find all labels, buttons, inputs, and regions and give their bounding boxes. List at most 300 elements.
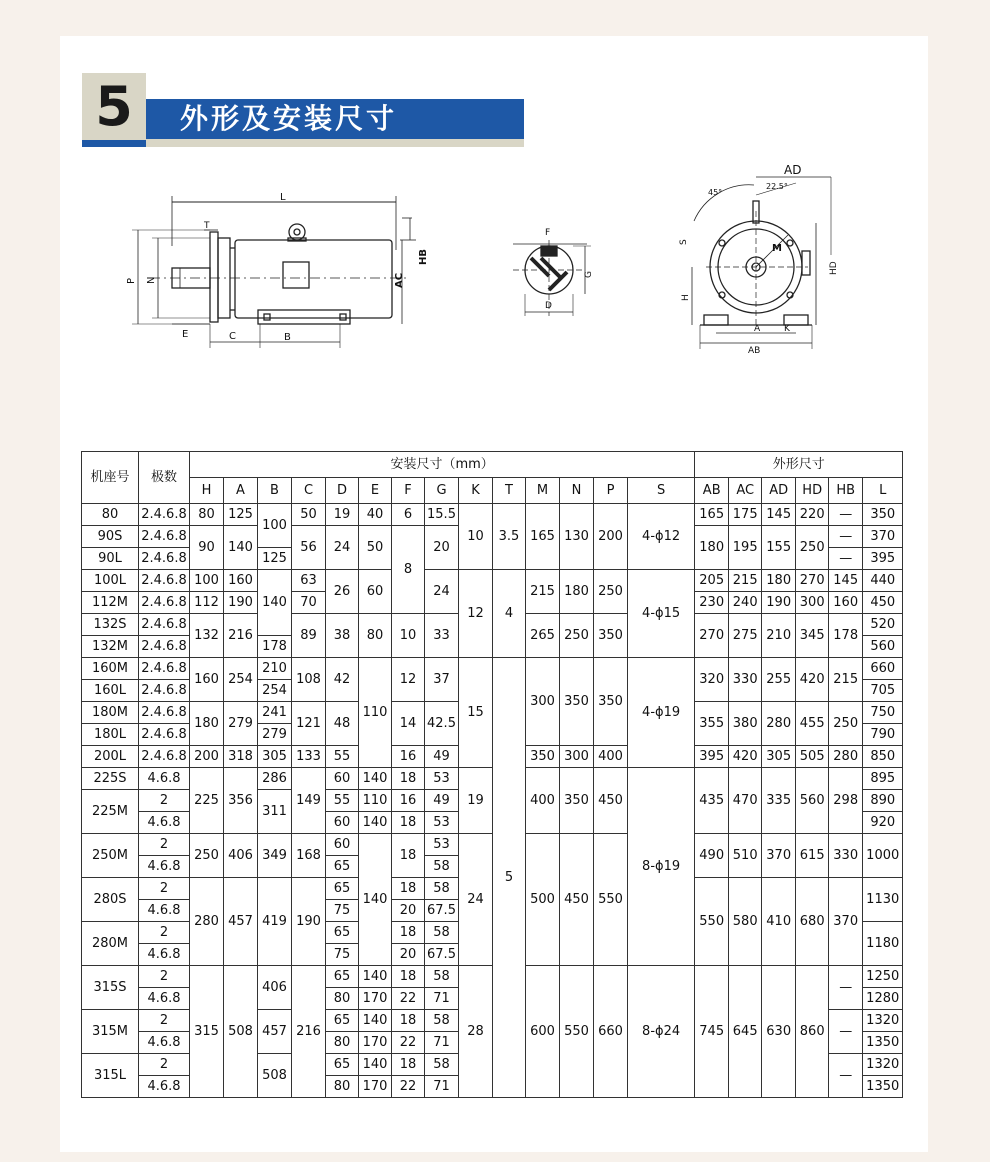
cell-c: 133 [292, 746, 326, 768]
header-outline-dimensions: 外形尺寸 [695, 452, 903, 478]
shaft-label-D: D [545, 301, 552, 311]
cell-poles: 4.6.8 [139, 856, 190, 878]
cell-hd: 300 [796, 592, 829, 614]
cell-g: 71 [425, 988, 459, 1010]
end-label-AD: AD [784, 163, 802, 177]
cell-e: 170 [359, 1076, 392, 1098]
end-label-S: S [679, 239, 689, 245]
cell-g: 58 [425, 856, 459, 878]
cell-hb: 280 [829, 746, 863, 768]
cell-l: 750 [863, 702, 903, 724]
cell-ad: 410 [762, 878, 796, 966]
cell-h: 80 [190, 504, 224, 526]
cell-f: 18 [392, 1054, 425, 1076]
cell-ad: 280 [762, 702, 796, 746]
cell-f: 22 [392, 1076, 425, 1098]
table-row [82, 504, 903, 526]
cell-t: 3.5 [493, 504, 526, 570]
cell-k: 15 [459, 658, 493, 768]
cell-l: 1000 [863, 834, 903, 878]
column-header-g: G [425, 478, 459, 504]
cell-d: 65 [326, 1054, 359, 1076]
cell-f: 18 [392, 1010, 425, 1032]
table-row [82, 834, 903, 856]
column-header-ad: AD [762, 478, 796, 504]
cell-ad: 630 [762, 966, 796, 1098]
cell-hd: 455 [796, 702, 829, 746]
cell-f: 8 [392, 526, 425, 614]
cell-b: 508 [258, 1054, 292, 1098]
cell-hb: 250 [829, 702, 863, 746]
cell-e: 40 [359, 504, 392, 526]
cell-t: 5 [493, 658, 526, 1098]
cell-h: 180 [190, 702, 224, 746]
cell-ab: 745 [695, 966, 729, 1098]
cell-poles: 2 [139, 790, 190, 812]
cell-ad: 180 [762, 570, 796, 592]
column-header-h: H [190, 478, 224, 504]
cell-g: 53 [425, 834, 459, 856]
table-row [82, 570, 903, 592]
cell-e: 170 [359, 988, 392, 1010]
section-number: 5 [82, 73, 146, 147]
cell-l: 520 [863, 614, 903, 636]
cell-a: 457 [224, 878, 258, 966]
cell-hb: — [829, 526, 863, 548]
section-title: 外形及安装尺寸 [146, 99, 524, 139]
cell-e: 110 [359, 790, 392, 812]
cell-b: 140 [258, 570, 292, 636]
cell-e: 140 [359, 1010, 392, 1032]
cell-frame: 225S [82, 768, 139, 790]
cell-g: 67.5 [425, 900, 459, 922]
cell-l: 890 [863, 790, 903, 812]
cell-hd: 250 [796, 526, 829, 570]
cell-c: 149 [292, 768, 326, 834]
cell-poles: 2.4.6.8 [139, 724, 190, 746]
cell-b: 406 [258, 966, 292, 1010]
cell-a: 216 [224, 614, 258, 658]
cell-d: 80 [326, 988, 359, 1010]
cell-b: 279 [258, 724, 292, 746]
cell-ab: 435 [695, 768, 729, 834]
cell-hb: 160 [829, 592, 863, 614]
cell-l: 1130 [863, 878, 903, 922]
cell-f: 16 [392, 746, 425, 768]
cell-ad: 335 [762, 768, 796, 834]
cell-poles: 2 [139, 878, 190, 900]
cell-l: 560 [863, 636, 903, 658]
cell-hb: 330 [829, 834, 863, 878]
cell-hd: 615 [796, 834, 829, 878]
cell-h: 100 [190, 570, 224, 592]
cell-d: 60 [326, 768, 359, 790]
cell-a: 318 [224, 746, 258, 768]
cell-poles: 2.4.6.8 [139, 658, 190, 680]
cell-k: 10 [459, 504, 493, 570]
cell-m: 500 [526, 834, 560, 966]
cell-d: 80 [326, 1032, 359, 1054]
cell-b: 457 [258, 1010, 292, 1054]
cell-l: 660 [863, 658, 903, 680]
column-header-b: B [258, 478, 292, 504]
table-row [82, 768, 903, 790]
column-header-e: E [359, 478, 392, 504]
cell-p: 350 [594, 614, 628, 658]
cell-d: 65 [326, 856, 359, 878]
side-view-drawing [120, 190, 440, 355]
cell-ac: 275 [729, 614, 762, 658]
cell-g: 49 [425, 746, 459, 768]
cell-b: 349 [258, 834, 292, 878]
cell-e: 140 [359, 768, 392, 790]
cell-hb: 178 [829, 614, 863, 658]
cell-frame: 112M [82, 592, 139, 614]
cell-frame: 180L [82, 724, 139, 746]
cell-frame: 160L [82, 680, 139, 702]
cell-c: 50 [292, 504, 326, 526]
cell-poles: 2 [139, 834, 190, 856]
cell-b: 178 [258, 636, 292, 658]
side-label-T: T [204, 221, 210, 231]
cell-l: 440 [863, 570, 903, 592]
cell-s: 8-ϕ19 [628, 768, 695, 966]
cell-poles: 2.4.6.8 [139, 746, 190, 768]
cell-hd: 860 [796, 966, 829, 1098]
cell-frame: 200L [82, 746, 139, 768]
cell-poles: 4.6.8 [139, 768, 190, 790]
cell-a: 406 [224, 834, 258, 878]
cell-k: 24 [459, 834, 493, 966]
cell-frame: 250M [82, 834, 139, 878]
cell-l: 1350 [863, 1076, 903, 1098]
cell-f: 20 [392, 944, 425, 966]
cell-h: 315 [190, 966, 224, 1098]
cell-b: 100 [258, 504, 292, 548]
column-header-hd: HD [796, 478, 829, 504]
cell-g: 58 [425, 1054, 459, 1076]
end-label-45deg: 45° [708, 188, 723, 197]
cell-hd: 680 [796, 878, 829, 966]
section-title-rule [146, 139, 524, 147]
header-poles: 极数 [139, 452, 190, 504]
cell-f: 18 [392, 878, 425, 900]
cell-p: 400 [594, 746, 628, 768]
cell-d: 65 [326, 1010, 359, 1032]
cell-ab: 230 [695, 592, 729, 614]
cell-f: 6 [392, 504, 425, 526]
column-header-t: T [493, 478, 526, 504]
cell-a: 356 [224, 768, 258, 834]
cell-t: 4 [493, 570, 526, 658]
column-header-s: S [628, 478, 695, 504]
cell-l: 705 [863, 680, 903, 702]
cell-g: 49 [425, 790, 459, 812]
cell-p: 660 [594, 966, 628, 1098]
cell-frame: 90L [82, 548, 139, 570]
cell-l: 895 [863, 768, 903, 790]
cell-b: 311 [258, 790, 292, 834]
cell-b: 254 [258, 680, 292, 702]
cell-poles: 2.4.6.8 [139, 548, 190, 570]
column-header-k: K [459, 478, 493, 504]
end-label-AB: AB [748, 346, 761, 356]
cell-ac: 420 [729, 746, 762, 768]
cell-d: 75 [326, 900, 359, 922]
cell-hb: 215 [829, 658, 863, 702]
cell-s: 4-ϕ12 [628, 504, 695, 570]
cell-b: 210 [258, 658, 292, 680]
cell-poles: 4.6.8 [139, 1076, 190, 1098]
cell-h: 250 [190, 834, 224, 878]
cell-f: 18 [392, 768, 425, 790]
cell-m: 265 [526, 614, 560, 658]
cell-g: 53 [425, 768, 459, 790]
cell-poles: 4.6.8 [139, 900, 190, 922]
cell-poles: 2.4.6.8 [139, 614, 190, 636]
cell-ac: 380 [729, 702, 762, 746]
cell-c: 216 [292, 966, 326, 1098]
cell-ad: 210 [762, 614, 796, 658]
cell-m: 300 [526, 658, 560, 746]
cell-frame: 100L [82, 570, 139, 592]
cell-poles: 2 [139, 922, 190, 944]
cell-ab: 165 [695, 504, 729, 526]
column-header-ac: AC [729, 478, 762, 504]
column-header-hb: HB [829, 478, 863, 504]
cell-l: 920 [863, 812, 903, 834]
cell-ac: 195 [729, 526, 762, 570]
cell-frame: 90S [82, 526, 139, 548]
cell-g: 33 [425, 614, 459, 658]
table-row [82, 658, 903, 680]
cell-k: 28 [459, 966, 493, 1098]
cell-n: 250 [560, 614, 594, 658]
cell-s: 4-ϕ15 [628, 570, 695, 658]
cell-hd: 345 [796, 614, 829, 658]
side-label-HB: HB [418, 249, 429, 265]
cell-l: 1180 [863, 922, 903, 966]
cell-poles: 4.6.8 [139, 944, 190, 966]
cell-h: 225 [190, 768, 224, 834]
end-label-M: M [772, 243, 782, 254]
side-label-C: C [229, 331, 236, 342]
cell-d: 65 [326, 878, 359, 900]
column-header-d: D [326, 478, 359, 504]
cell-l: 1320 [863, 1054, 903, 1076]
cell-poles: 2 [139, 966, 190, 988]
column-header-p: P [594, 478, 628, 504]
column-header-row [82, 478, 903, 504]
cell-m: 165 [526, 504, 560, 570]
cell-c: 121 [292, 702, 326, 746]
cell-e: 140 [359, 1054, 392, 1076]
cell-a: 279 [224, 702, 258, 746]
cell-poles: 4.6.8 [139, 812, 190, 834]
cell-c: 70 [292, 592, 326, 614]
cell-n: 180 [560, 570, 594, 614]
cell-ac: 645 [729, 966, 762, 1098]
cell-l: 350 [863, 504, 903, 526]
end-view-drawing [676, 155, 866, 365]
cell-e: 140 [359, 966, 392, 988]
shaft-label-G: G [584, 271, 594, 278]
cell-g: 58 [425, 966, 459, 988]
cell-c: 63 [292, 570, 326, 592]
cell-hd: 560 [796, 768, 829, 834]
cell-ad: 145 [762, 504, 796, 526]
cell-f: 18 [392, 834, 425, 878]
cell-g: 42.5 [425, 702, 459, 746]
cell-frame: 160M [82, 658, 139, 680]
cell-ad: 155 [762, 526, 796, 570]
cell-g: 24 [425, 570, 459, 614]
cell-f: 18 [392, 966, 425, 988]
cell-n: 550 [560, 966, 594, 1098]
cell-s: 8-ϕ24 [628, 966, 695, 1098]
column-header-f: F [392, 478, 425, 504]
cell-n: 130 [560, 504, 594, 570]
cell-poles: 2.4.6.8 [139, 570, 190, 592]
cell-a: 508 [224, 966, 258, 1098]
cell-g: 58 [425, 1010, 459, 1032]
cell-l: 790 [863, 724, 903, 746]
cell-b: 286 [258, 768, 292, 790]
cell-poles: 2.4.6.8 [139, 504, 190, 526]
cell-e: 60 [359, 570, 392, 614]
cell-m: 600 [526, 966, 560, 1098]
cell-ad: 305 [762, 746, 796, 768]
cell-h: 90 [190, 526, 224, 570]
cell-poles: 2.4.6.8 [139, 592, 190, 614]
cell-f: 20 [392, 900, 425, 922]
cell-g: 53 [425, 812, 459, 834]
cell-f: 22 [392, 988, 425, 1010]
cell-c: 190 [292, 878, 326, 966]
cell-n: 350 [560, 768, 594, 834]
end-label-A: A [754, 324, 761, 334]
cell-d: 24 [326, 526, 359, 570]
end-label-K: K [784, 324, 790, 334]
cell-d: 65 [326, 966, 359, 988]
cell-l: 395 [863, 548, 903, 570]
cell-ad: 190 [762, 592, 796, 614]
cell-d: 60 [326, 834, 359, 856]
cell-m: 215 [526, 570, 560, 614]
cell-poles: 2.4.6.8 [139, 680, 190, 702]
cell-l: 370 [863, 526, 903, 548]
cell-f: 10 [392, 614, 425, 658]
cell-hb: 370 [829, 878, 863, 966]
cell-l: 450 [863, 592, 903, 614]
cell-c: 56 [292, 526, 326, 570]
cell-c: 108 [292, 658, 326, 702]
cell-ac: 215 [729, 570, 762, 592]
cell-hb: 145 [829, 570, 863, 592]
cell-g: 67.5 [425, 944, 459, 966]
end-label-H: H [681, 294, 691, 301]
cell-d: 26 [326, 570, 359, 614]
cell-f: 12 [392, 658, 425, 702]
cell-f: 22 [392, 1032, 425, 1054]
cell-m: 350 [526, 746, 560, 768]
cell-g: 71 [425, 1076, 459, 1098]
cell-poles: 2 [139, 1010, 190, 1032]
cell-b: 419 [258, 878, 292, 966]
cell-ab: 180 [695, 526, 729, 570]
header-install-dimensions: 安装尺寸（mm） [190, 452, 695, 478]
cell-a: 190 [224, 592, 258, 614]
cell-f: 16 [392, 790, 425, 812]
cell-g: 58 [425, 922, 459, 944]
side-label-P: P [126, 277, 137, 284]
cell-p: 250 [594, 570, 628, 614]
cell-h: 112 [190, 592, 224, 614]
cell-l: 1280 [863, 988, 903, 1010]
cell-f: 18 [392, 922, 425, 944]
dimension-table [81, 451, 903, 1098]
cell-n: 350 [560, 658, 594, 746]
cell-ac: 330 [729, 658, 762, 702]
cell-ab: 395 [695, 746, 729, 768]
shaft-section-drawing [505, 220, 605, 320]
cell-hd: 220 [796, 504, 829, 526]
cell-frame: 315M [82, 1010, 139, 1054]
cell-d: 60 [326, 812, 359, 834]
cell-d: 65 [326, 922, 359, 944]
cell-ab: 270 [695, 614, 729, 658]
cell-d: 42 [326, 658, 359, 702]
cell-g: 20 [425, 526, 459, 570]
cell-ac: 580 [729, 878, 762, 966]
cell-frame: 180M [82, 702, 139, 724]
cell-frame: 80 [82, 504, 139, 526]
cell-b: 305 [258, 746, 292, 768]
cell-poles: 4.6.8 [139, 988, 190, 1010]
cell-l: 850 [863, 746, 903, 768]
cell-ab: 205 [695, 570, 729, 592]
cell-hd: 505 [796, 746, 829, 768]
cell-h: 280 [190, 878, 224, 966]
cell-b: 241 [258, 702, 292, 724]
column-header-l: L [863, 478, 903, 504]
cell-frame: 280M [82, 922, 139, 966]
cell-hd: 270 [796, 570, 829, 592]
side-label-B: B [284, 332, 291, 343]
cell-h: 132 [190, 614, 224, 658]
cell-n: 450 [560, 834, 594, 966]
cell-d: 19 [326, 504, 359, 526]
cell-l: 1320 [863, 1010, 903, 1032]
column-header-a: A [224, 478, 258, 504]
cell-e: 110 [359, 658, 392, 768]
cell-frame: 225M [82, 790, 139, 834]
cell-hb: — [829, 1010, 863, 1054]
cell-hb: — [829, 504, 863, 526]
cell-hd: 420 [796, 658, 829, 702]
cell-hb: — [829, 1054, 863, 1098]
cell-ad: 255 [762, 658, 796, 702]
cell-g: 71 [425, 1032, 459, 1054]
side-label-E: E [182, 329, 189, 340]
cell-d: 38 [326, 614, 359, 658]
cell-frame: 315S [82, 966, 139, 1010]
cell-e: 50 [359, 526, 392, 570]
column-header-m: M [526, 478, 560, 504]
end-label-HD: HD [829, 261, 839, 275]
cell-c: 89 [292, 614, 326, 658]
cell-ab: 320 [695, 658, 729, 702]
